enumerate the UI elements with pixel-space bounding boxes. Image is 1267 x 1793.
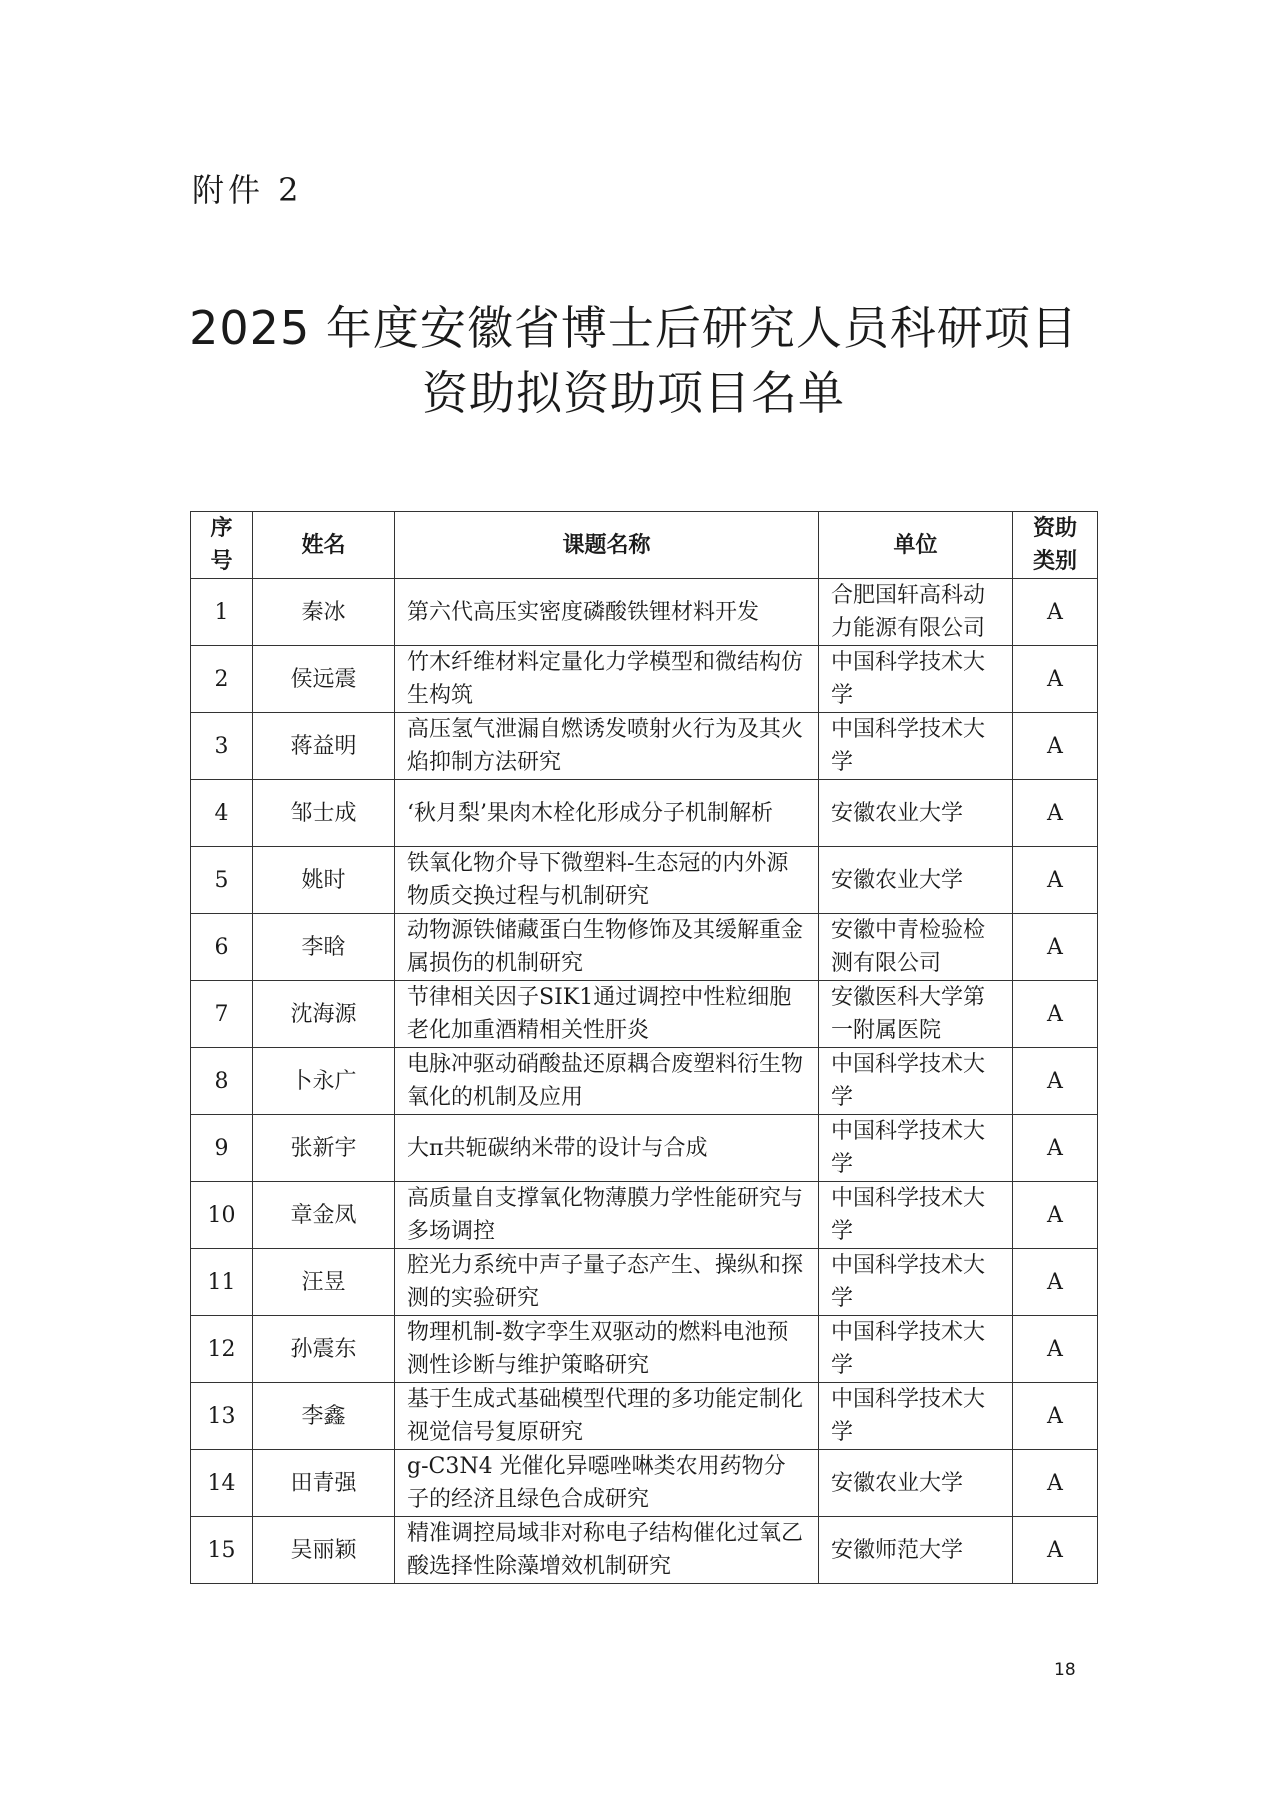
cell-name: 侯远震 bbox=[253, 646, 395, 713]
cell-unit: 安徽中青检验检测有限公司 bbox=[819, 914, 1013, 981]
cell-name: 孙震东 bbox=[253, 1316, 395, 1383]
attachment-label: 附件 2 bbox=[192, 171, 303, 209]
table-row bbox=[191, 713, 1098, 780]
table-body bbox=[191, 579, 1098, 1584]
cell-unit: 安徽师范大学 bbox=[819, 1517, 1013, 1584]
table-row bbox=[191, 847, 1098, 914]
cell-seq: 4 bbox=[191, 780, 253, 847]
cell-funding-type: A bbox=[1013, 1517, 1098, 1584]
cell-funding-type: A bbox=[1013, 646, 1098, 713]
cell-funding-type: A bbox=[1013, 981, 1098, 1048]
table-row bbox=[191, 1450, 1098, 1517]
cell-name: 张新宇 bbox=[253, 1115, 395, 1182]
cell-seq: 15 bbox=[191, 1517, 253, 1584]
cell-name: 吴丽颖 bbox=[253, 1517, 395, 1584]
cell-seq: 3 bbox=[191, 713, 253, 780]
cell-unit: 中国科学技术大学 bbox=[819, 1115, 1013, 1182]
cell-funding-type: A bbox=[1013, 1249, 1098, 1316]
cell-seq: 7 bbox=[191, 981, 253, 1048]
table-row bbox=[191, 1249, 1098, 1316]
table-row bbox=[191, 1115, 1098, 1182]
cell-seq: 13 bbox=[191, 1383, 253, 1450]
cell-name: 姚时 bbox=[253, 847, 395, 914]
cell-topic: 精准调控局域非对称电子结构催化过氧乙酸选择性除藻增效机制研究 bbox=[395, 1517, 819, 1584]
cell-unit: 中国科学技术大学 bbox=[819, 1383, 1013, 1450]
cell-unit: 中国科学技术大学 bbox=[819, 1249, 1013, 1316]
cell-funding-type: A bbox=[1013, 847, 1098, 914]
document-title-line2: 资助拟资助项目名单 bbox=[422, 366, 845, 420]
cell-topic: 高质量自支撑氧化物薄膜力学性能研究与多场调控 bbox=[395, 1182, 819, 1249]
cell-funding-type: A bbox=[1013, 1115, 1098, 1182]
table-row bbox=[191, 1383, 1098, 1450]
cell-seq: 10 bbox=[191, 1182, 253, 1249]
cell-unit: 安徽农业大学 bbox=[819, 780, 1013, 847]
cell-funding-type: A bbox=[1013, 1383, 1098, 1450]
cell-topic: 大π共轭碳纳米带的设计与合成 bbox=[395, 1115, 819, 1182]
header-topic: 课题名称 bbox=[395, 512, 819, 579]
cell-unit: 中国科学技术大学 bbox=[819, 646, 1013, 713]
cell-seq: 2 bbox=[191, 646, 253, 713]
cell-name: 蒋益明 bbox=[253, 713, 395, 780]
cell-topic: 电脉冲驱动硝酸盐还原耦合废塑料衍生物氧化的机制及应用 bbox=[395, 1048, 819, 1115]
cell-unit: 中国科学技术大学 bbox=[819, 1316, 1013, 1383]
cell-unit: 安徽医科大学第一附属医院 bbox=[819, 981, 1013, 1048]
cell-topic: 腔光力系统中声子量子态产生、操纵和探测的实验研究 bbox=[395, 1249, 819, 1316]
document-title-line1: 2025 年度安徽省博士后研究人员科研项目 bbox=[189, 301, 1078, 355]
cell-topic: 节律相关因子SIK1通过调控中性粒细胞老化加重酒精相关性肝炎 bbox=[395, 981, 819, 1048]
cell-funding-type: A bbox=[1013, 713, 1098, 780]
table-row bbox=[191, 1048, 1098, 1115]
cell-unit: 中国科学技术大学 bbox=[819, 1048, 1013, 1115]
cell-topic: 物理机制-数字孪生双驱动的燃料电池预测性诊断与维护策略研究 bbox=[395, 1316, 819, 1383]
cell-seq: 5 bbox=[191, 847, 253, 914]
cell-seq: 8 bbox=[191, 1048, 253, 1115]
header-unit: 单位 bbox=[819, 512, 1013, 579]
cell-topic: 高压氢气泄漏自燃诱发喷射火行为及其火焰抑制方法研究 bbox=[395, 713, 819, 780]
table-row bbox=[191, 1517, 1098, 1584]
cell-funding-type: A bbox=[1013, 780, 1098, 847]
cell-seq: 9 bbox=[191, 1115, 253, 1182]
cell-seq: 14 bbox=[191, 1450, 253, 1517]
table-row bbox=[191, 1182, 1098, 1249]
cell-name: 田青强 bbox=[253, 1450, 395, 1517]
header-seq: 序号 bbox=[191, 512, 253, 579]
cell-name: 卜永广 bbox=[253, 1048, 395, 1115]
cell-funding-type: A bbox=[1013, 1316, 1098, 1383]
cell-funding-type: A bbox=[1013, 579, 1098, 646]
table-row bbox=[191, 1316, 1098, 1383]
cell-topic: 基于生成式基础模型代理的多功能定制化视觉信号复原研究 bbox=[395, 1383, 819, 1450]
cell-topic: 第六代高压实密度磷酸铁锂材料开发 bbox=[395, 579, 819, 646]
cell-seq: 11 bbox=[191, 1249, 253, 1316]
cell-name: 汪昱 bbox=[253, 1249, 395, 1316]
table-header-row bbox=[191, 512, 1098, 579]
cell-funding-type: A bbox=[1013, 1048, 1098, 1115]
page-number: 18 bbox=[1054, 1660, 1076, 1680]
cell-unit: 安徽农业大学 bbox=[819, 847, 1013, 914]
cell-name: 李晗 bbox=[253, 914, 395, 981]
cell-funding-type: A bbox=[1013, 914, 1098, 981]
cell-name: 李鑫 bbox=[253, 1383, 395, 1450]
cell-topic: 动物源铁储藏蛋白生物修饰及其缓解重金属损伤的机制研究 bbox=[395, 914, 819, 981]
table-row bbox=[191, 646, 1098, 713]
cell-topic: g-C3N4 光催化异噁唑啉类农用药物分子的经济且绿色合成研究 bbox=[395, 1450, 819, 1517]
cell-unit: 安徽农业大学 bbox=[819, 1450, 1013, 1517]
header-name: 姓名 bbox=[253, 512, 395, 579]
cell-seq: 6 bbox=[191, 914, 253, 981]
cell-name: 邹士成 bbox=[253, 780, 395, 847]
cell-topic: 竹木纤维材料定量化力学模型和微结构仿生构筑 bbox=[395, 646, 819, 713]
cell-topic: 铁氧化物介导下微塑料-生态冠的内外源物质交换过程与机制研究 bbox=[395, 847, 819, 914]
cell-name: 秦冰 bbox=[253, 579, 395, 646]
cell-name: 章金凤 bbox=[253, 1182, 395, 1249]
table-row bbox=[191, 914, 1098, 981]
header-funding-type: 资助类别 bbox=[1013, 512, 1098, 579]
cell-funding-type: A bbox=[1013, 1182, 1098, 1249]
cell-topic: ‘秋月梨’果肉木栓化形成分子机制解析 bbox=[395, 780, 819, 847]
funding-project-table bbox=[190, 511, 1098, 1584]
cell-unit: 中国科学技术大学 bbox=[819, 713, 1013, 780]
table-row bbox=[191, 780, 1098, 847]
table-row bbox=[191, 579, 1098, 646]
cell-unit: 合肥国轩高科动力能源有限公司 bbox=[819, 579, 1013, 646]
cell-unit: 中国科学技术大学 bbox=[819, 1182, 1013, 1249]
cell-seq: 12 bbox=[191, 1316, 253, 1383]
cell-seq: 1 bbox=[191, 579, 253, 646]
cell-name: 沈海源 bbox=[253, 981, 395, 1048]
cell-funding-type: A bbox=[1013, 1450, 1098, 1517]
table-row bbox=[191, 981, 1098, 1048]
